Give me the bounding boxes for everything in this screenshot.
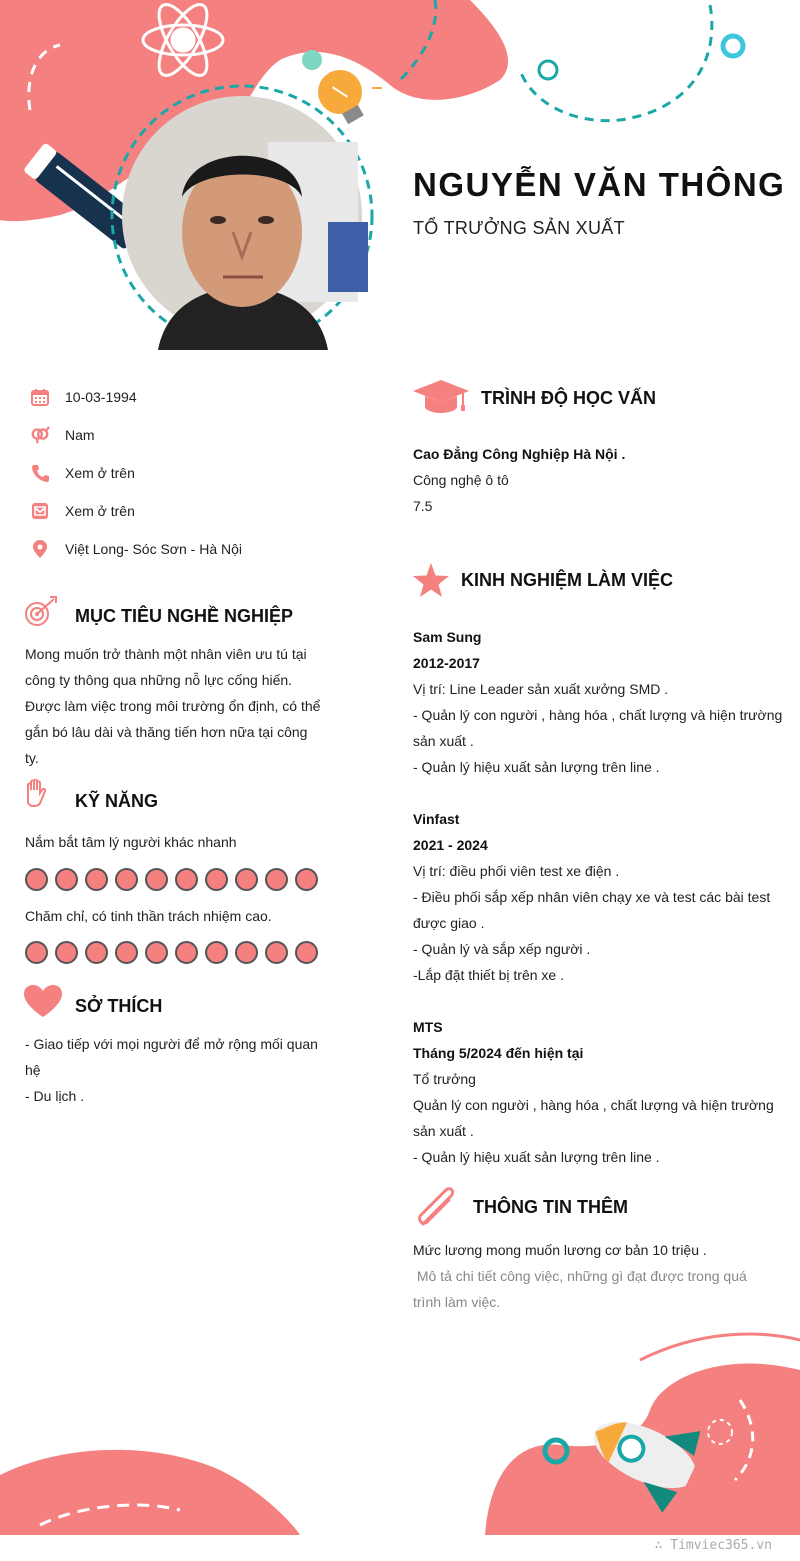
skill-rating (25, 868, 318, 891)
job-entry-vinfast (413, 806, 793, 988)
job-line: sản xuất . (413, 733, 474, 749)
job-line: - Quản lý và sắp xếp người . (413, 941, 591, 957)
email-icon (30, 501, 50, 521)
hobby-line: - Du lịch . (25, 1088, 85, 1104)
contact-phone (30, 461, 135, 485)
skill-dot (175, 868, 198, 891)
job-line: -Lắp đặt thiết bị trên xe . (413, 967, 564, 983)
job-line: - Quản lý hiệu xuất sản lượng trên line . (413, 759, 660, 775)
experience-title: KINH NGHIỆM LÀM VIỆC (461, 570, 674, 590)
avatar (108, 82, 376, 350)
paperclip-icon (415, 1186, 461, 1228)
bottom-decoration (0, 1330, 800, 1561)
skill-dot (175, 941, 198, 964)
job-line: - Quản lý hiệu xuất sản lượng trên line . (413, 1149, 660, 1165)
school-name: Cao Đẳng Công Nghiệp Hà Nội . (413, 446, 626, 462)
additional-text (413, 1237, 793, 1315)
skill-name: Chăm chỉ, có tinh thần trách nhiệm cao. (25, 908, 272, 924)
job-period: 2012-2017 (413, 655, 480, 671)
skill-dot (85, 941, 108, 964)
additional-title: THÔNG TIN THÊM (473, 1197, 628, 1217)
brand-watermark: ∴ Timviec365.vn (654, 1538, 772, 1553)
skill-dot (145, 941, 168, 964)
job-line: được giao . (413, 915, 485, 931)
job-company: Vinfast (413, 811, 460, 827)
graduation-cap-icon (413, 380, 469, 414)
skill-dot (25, 868, 48, 891)
additional-line: Mô tả chi tiết công việc, những gì đạt được trong quá (413, 1268, 747, 1284)
location-icon (30, 539, 50, 559)
address-text: Việt Long- Sóc Sơn - Hà Nội (65, 541, 243, 557)
skill-dot (265, 868, 288, 891)
additional-line: Mức lương mong muốn lương cơ bản 10 triệu . (413, 1242, 707, 1258)
education-title: TRÌNH ĐỘ HỌC VẤN (481, 388, 656, 408)
hobbies-text (25, 1031, 325, 1109)
contact-email (30, 499, 135, 523)
job-company: MTS (413, 1019, 443, 1035)
email-text: Xem ở trên (65, 503, 135, 519)
skill-dot (295, 868, 318, 891)
hobbies-title: SỞ THÍCH (75, 996, 163, 1016)
skill-dot (145, 868, 168, 891)
hand-icon (25, 779, 47, 809)
contact-address (30, 537, 242, 561)
skill-dot (55, 941, 78, 964)
objective-line: công ty thông qua những nỗ lực cống hiến. (25, 672, 293, 688)
job-title: TỔ TRƯỞNG SẢN XUẤT (413, 218, 625, 238)
gender-icon (30, 425, 50, 445)
skills-title: KỸ NĂNG (75, 791, 159, 811)
heart-icon (24, 985, 62, 1017)
star-icon (413, 563, 449, 597)
skill-dot (295, 941, 318, 964)
job-line: Tổ trưởng (413, 1071, 476, 1087)
job-line: - Điều phối sắp xếp nhân viên chạy xe và test các bài test (413, 889, 771, 905)
objective-line: ty. (25, 750, 39, 766)
skill-dot (25, 941, 48, 964)
skill-dot (265, 941, 288, 964)
contact-gender (30, 423, 95, 447)
job-line: sản xuất . (413, 1123, 474, 1139)
contact-birthdate (30, 385, 137, 409)
job-line: - Quản lý con người , hàng hóa , chất lượng và hiện trường (413, 707, 783, 723)
skill-dot (85, 868, 108, 891)
target-icon (24, 596, 58, 628)
objective-text (25, 641, 325, 771)
objective-title: MỤC TIÊU NGHỀ NGHIỆP (75, 606, 294, 626)
skill-dot (115, 941, 138, 964)
skill-rating (25, 941, 318, 964)
job-period: 2021 - 2024 (413, 837, 488, 853)
job-company: Sam Sung (413, 629, 482, 645)
hobby-line: - Giao tiếp với mọi người để mở rộng mối quan (25, 1036, 318, 1052)
skill-dot (55, 868, 78, 891)
major: Công nghệ ô tô (413, 472, 509, 488)
phone-icon (30, 463, 50, 483)
skill-dot (205, 941, 228, 964)
education-block (413, 441, 783, 519)
hobby-line: hệ (25, 1062, 41, 1078)
job-line: Vị trí: Line Leader sản xuất xưởng SMD . (413, 681, 669, 697)
birthdate-text: 10-03-1994 (65, 389, 137, 405)
gender-text: Nam (65, 427, 95, 443)
phone-text: Xem ở trên (65, 465, 135, 481)
calendar-icon (30, 387, 50, 407)
candidate-name: NGUYỄN VĂN THÔNG (413, 166, 786, 203)
objective-line: gắn bó lâu dài và thăng tiến hơn nữa tại công (25, 724, 308, 740)
job-period: Tháng 5/2024 đến hiện tại (413, 1045, 584, 1061)
objective-line: Được làm việc trong môi trường ổn định, có thể (25, 698, 321, 714)
additional-line: trình làm việc. (413, 1294, 501, 1310)
job-line: Vị trí: điều phối viên test xe điện . (413, 863, 620, 879)
skill-dot (235, 941, 258, 964)
skill-dot (115, 868, 138, 891)
skill-dot (235, 868, 258, 891)
job-entry-samsung (413, 624, 793, 780)
objective-line: Mong muốn trở thành một nhân viên ưu tú tại (25, 646, 307, 662)
job-line: Quản lý con người , hàng hóa , chất lượng và hiện trường (413, 1097, 774, 1113)
skill-dot (205, 868, 228, 891)
grade: 7.5 (413, 498, 433, 514)
job-entry-mts (413, 1014, 793, 1170)
skill-name: Nắm bắt tâm lý người khác nhanh (25, 834, 237, 850)
